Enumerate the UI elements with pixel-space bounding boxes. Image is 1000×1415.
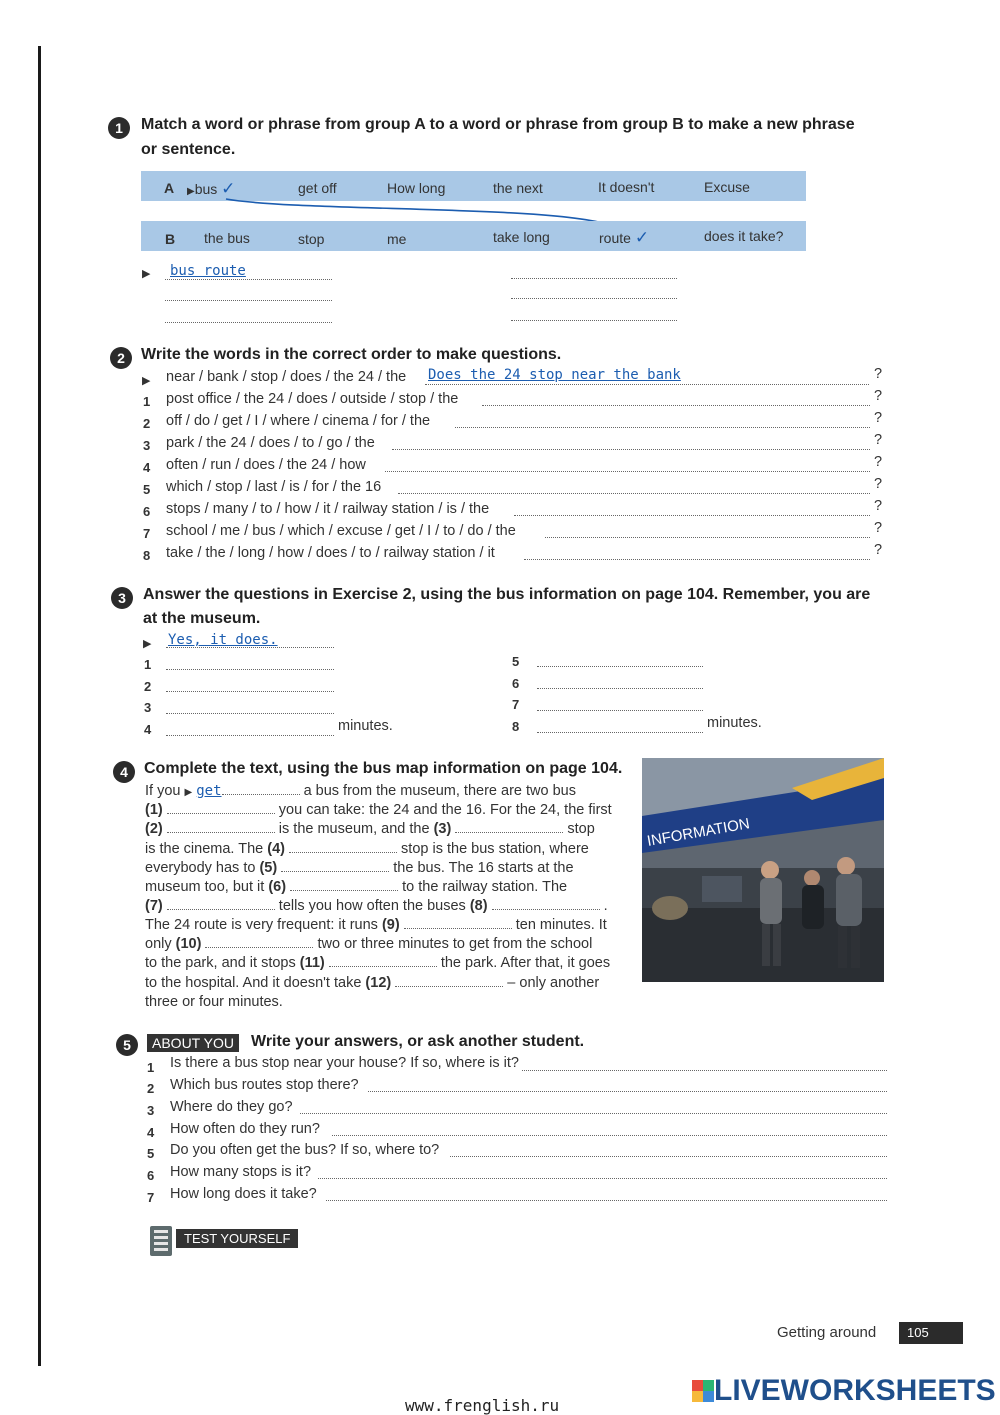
gap-line[interactable] bbox=[222, 782, 300, 795]
ex3-answer-line[interactable] bbox=[166, 669, 334, 670]
exercise-1-title: Match a word or phrase from group A to a word or phrase from group B to make a new phrase bbox=[141, 116, 855, 133]
grid-logo-icon bbox=[692, 1380, 714, 1402]
exercise-4-number: 4 bbox=[113, 761, 135, 783]
ex5-answer-line[interactable] bbox=[300, 1113, 887, 1114]
ex5-question: Do you often get the bus? If so, where to? bbox=[170, 1142, 440, 1158]
ex2-item-number: 7 bbox=[143, 526, 151, 541]
ex4-text-line-2: (1) you can take: the 24 and the 16. For the 24, the first bbox=[145, 802, 612, 818]
ex2-item-number: 3 bbox=[143, 438, 151, 453]
group-b-item-me[interactable]: me bbox=[387, 231, 407, 247]
group-b-item-does-it-take[interactable]: does it take? bbox=[704, 228, 784, 244]
ex2-answer-line[interactable] bbox=[455, 427, 870, 428]
ex5-item-number: 1 bbox=[147, 1060, 155, 1075]
ex3-answer-line[interactable] bbox=[537, 666, 703, 667]
question-mark: ? bbox=[874, 454, 883, 470]
ex1-answer-line[interactable] bbox=[511, 278, 677, 279]
ex4-text-line-10: to the park, and it stops (11) the park. After that, it goes bbox=[145, 955, 611, 971]
group-a-item-it-doesnt[interactable]: It doesn't bbox=[598, 179, 655, 195]
ex4-text-line-7: (7) tells you how often the buses (8) . bbox=[145, 898, 608, 914]
gap-7-line[interactable] bbox=[167, 897, 275, 910]
question-mark: ? bbox=[874, 542, 883, 558]
ex1-answer-line[interactable] bbox=[511, 298, 677, 299]
gap-10-line[interactable] bbox=[205, 935, 313, 948]
ex5-question: How many stops is it? bbox=[170, 1164, 312, 1180]
question-mark: ? bbox=[874, 520, 883, 536]
question-mark: ? bbox=[874, 476, 883, 492]
minutes-label: minutes. bbox=[338, 718, 393, 734]
ex3-item-number: 3 bbox=[144, 700, 152, 715]
ex4-text-line-6: museum too, but it (6) to the railway station. The bbox=[145, 879, 568, 895]
ex2-example-answer: Does the 24 stop near the bank bbox=[428, 367, 681, 383]
ex1-answer-line[interactable] bbox=[511, 320, 677, 321]
ex2-item-number: 5 bbox=[143, 482, 151, 497]
ex4-text-line-12: three or four minutes. bbox=[145, 994, 283, 1010]
group-a-item-the-next[interactable]: the next bbox=[493, 180, 543, 196]
ex2-answer-line[interactable] bbox=[545, 537, 870, 538]
group-a-item-get-off[interactable]: get off bbox=[298, 180, 337, 196]
question-mark: ? bbox=[874, 366, 883, 382]
ex4-text-line-9: only (10) two or three minutes to get from the school bbox=[145, 936, 593, 952]
question-mark: ? bbox=[874, 432, 883, 448]
ex2-prompt: park / the 24 / does / to / go / the bbox=[166, 435, 375, 451]
ex2-answer-line[interactable] bbox=[392, 449, 870, 450]
liveworksheets-logo[interactable]: LIVEWORKSHEETS bbox=[692, 1374, 996, 1408]
ex4-text-line-1: If you ▶ get a bus from the museum, there are two bus bbox=[145, 783, 576, 799]
information-sign-text: INFORMATION bbox=[645, 815, 752, 850]
ex2-answer-line[interactable] bbox=[524, 559, 870, 560]
ex3-item-number: 7 bbox=[512, 697, 520, 712]
ex4-text-line-11: to the hospital. And it doesn't take (12) – only another bbox=[145, 975, 600, 991]
exercise-3-number: 3 bbox=[111, 587, 133, 609]
about-you-badge: ABOUT YOU bbox=[147, 1034, 239, 1052]
ex2-item-number: 8 bbox=[143, 548, 151, 563]
ex5-item-number: 5 bbox=[147, 1146, 155, 1161]
gap-11-line[interactable] bbox=[329, 954, 437, 967]
ex5-item-number: 2 bbox=[147, 1081, 155, 1096]
ex2-answer-line[interactable] bbox=[482, 405, 870, 406]
exercise-2-number: 2 bbox=[110, 347, 132, 369]
ex5-item-number: 6 bbox=[147, 1168, 155, 1183]
gap-12-line[interactable] bbox=[395, 974, 503, 987]
ex2-answer-line[interactable] bbox=[385, 471, 870, 472]
test-yourself-label: TEST YOURSELF bbox=[176, 1229, 298, 1248]
gap-3-line[interactable] bbox=[455, 820, 563, 833]
question-mark: ? bbox=[874, 498, 883, 514]
ex5-answer-line[interactable] bbox=[522, 1070, 887, 1071]
ex5-answer-line[interactable] bbox=[450, 1156, 887, 1157]
ex5-answer-line[interactable] bbox=[326, 1200, 887, 1201]
source-site-text: www.frenglish.ru bbox=[405, 1396, 560, 1415]
play-arrow-icon: ▶ bbox=[187, 186, 195, 197]
ex3-item-number: 1 bbox=[144, 657, 152, 672]
ex5-answer-line[interactable] bbox=[332, 1135, 887, 1136]
ex3-item-number: 4 bbox=[144, 722, 152, 737]
ex4-text-line-4: is the cinema. The (4) stop is the bus station, where bbox=[145, 841, 589, 857]
ex1-answer-line[interactable] bbox=[165, 322, 332, 323]
group-a-item-how-long[interactable]: How long bbox=[387, 180, 446, 196]
ex3-answer-line[interactable] bbox=[537, 732, 703, 733]
ex2-answer-line[interactable] bbox=[398, 493, 870, 494]
group-b-item-take-long[interactable]: take long bbox=[493, 229, 550, 245]
ex2-item-number: 6 bbox=[143, 504, 151, 519]
gap-5-line[interactable] bbox=[281, 859, 389, 872]
ex5-question: How long does it take? bbox=[170, 1186, 317, 1202]
ex1-answer-line[interactable] bbox=[165, 300, 332, 301]
ex3-answer-line[interactable] bbox=[537, 710, 703, 711]
ex5-item-number: 3 bbox=[147, 1103, 155, 1118]
gap-9-line[interactable] bbox=[404, 916, 512, 929]
minutes-label: minutes. bbox=[707, 715, 762, 731]
group-b-label: B bbox=[165, 231, 176, 247]
exercise-4-title: Complete the text, using the bus map information on page 104. bbox=[144, 760, 623, 777]
ex5-question: How often do they run? bbox=[170, 1121, 320, 1137]
ex5-question: Which bus routes stop there? bbox=[170, 1077, 359, 1093]
group-a-item-bus[interactable]: ▶bus ✓ bbox=[187, 179, 236, 198]
ex2-prompt: take / the / long / how / does / to / railway station / it bbox=[166, 545, 495, 561]
information-desk-photo bbox=[642, 758, 884, 982]
ex3-example-answer: Yes, it does. bbox=[168, 632, 278, 648]
ex2-item-number: 4 bbox=[143, 460, 151, 475]
ex4-text-line-8: The 24 route is very frequent: it runs (9) ten minutes. It bbox=[145, 917, 607, 933]
ex5-item-number: 7 bbox=[147, 1190, 155, 1205]
ex2-prompt-example: near / bank / stop / does / the 24 / the bbox=[166, 369, 407, 385]
ex2-prompt: often / run / does / the 24 / how bbox=[166, 457, 366, 473]
exercise-2-title: Write the words in the correct order to make questions. bbox=[141, 346, 562, 363]
group-b-item-route[interactable]: route ✓ bbox=[599, 228, 650, 247]
ex3-item-number: 5 bbox=[512, 654, 520, 669]
ex2-prompt: which / stop / last / is / for / the 16 bbox=[166, 479, 382, 495]
example-arrow-icon: ▶ bbox=[143, 638, 152, 650]
group-a-item-excuse[interactable]: Excuse bbox=[704, 179, 750, 195]
ex3-item-number: 2 bbox=[144, 679, 152, 694]
ex4-text-line-3: (2) is the museum, and the (3) stop bbox=[145, 821, 595, 837]
ex1-answer-line[interactable] bbox=[165, 279, 332, 280]
ex4-text-line-5: everybody has to (5) the bus. The 16 starts at the bbox=[145, 860, 574, 876]
gap-6-line[interactable] bbox=[290, 878, 398, 891]
question-mark: ? bbox=[874, 388, 883, 404]
ex3-item-number: 8 bbox=[512, 719, 520, 734]
ex2-prompt: school / me / bus / which / excuse / get / I / to / do / the bbox=[166, 523, 516, 539]
ex3-answer-line[interactable] bbox=[166, 735, 334, 736]
ex5-answer-line[interactable] bbox=[318, 1178, 887, 1179]
group-a-label: A bbox=[164, 180, 175, 196]
exercise-5-number: 5 bbox=[116, 1034, 138, 1056]
ex3-answer-line[interactable] bbox=[166, 647, 334, 648]
ex5-answer-line[interactable] bbox=[368, 1091, 887, 1092]
page-number: 105 bbox=[899, 1322, 963, 1344]
ex2-prompt: off / do / get / I / where / cinema / for / the bbox=[166, 413, 431, 429]
ex3-answer-line[interactable] bbox=[166, 691, 334, 692]
question-mark: ? bbox=[874, 410, 883, 426]
ex4-example-answer: get bbox=[196, 783, 222, 799]
example-arrow-icon: ▶ bbox=[184, 787, 193, 798]
ex3-item-number: 6 bbox=[512, 676, 520, 691]
ex2-item-number: 2 bbox=[143, 416, 151, 431]
exercise-1-number: 1 bbox=[108, 117, 130, 139]
ex2-answer-line[interactable] bbox=[425, 384, 869, 385]
example-arrow-icon: ▶ bbox=[142, 268, 151, 280]
exercise-3-title-cont: at the museum. bbox=[143, 610, 261, 627]
ex1-example-answer: bus route bbox=[170, 263, 246, 279]
ex2-prompt: post office / the 24 / does / outside / stop / the bbox=[166, 391, 459, 407]
ex3-answer-line[interactable] bbox=[166, 713, 334, 714]
section-name: Getting around bbox=[777, 1324, 877, 1341]
ex5-question: Where do they go? bbox=[170, 1099, 293, 1115]
gap-1-line[interactable] bbox=[167, 801, 275, 814]
ex3-answer-line[interactable] bbox=[537, 688, 703, 689]
exercise-5-title: Write your answers, or ask another student. bbox=[251, 1033, 585, 1050]
ex5-item-number: 4 bbox=[147, 1125, 155, 1140]
ex2-item-number: 1 bbox=[143, 394, 151, 409]
ex2-answer-line[interactable] bbox=[514, 515, 870, 516]
check-icon: ✓ bbox=[634, 228, 650, 247]
check-icon: ✓ bbox=[221, 179, 236, 198]
gap-8-line[interactable] bbox=[492, 897, 600, 910]
exercise-1-title-cont: or sentence. bbox=[141, 141, 236, 158]
exercise-3-title: Answer the questions in Exercise 2, using the bus information on page 104. Remember, you are bbox=[143, 586, 871, 603]
group-b-item-the-bus[interactable]: the bus bbox=[204, 230, 250, 246]
gap-4-line[interactable] bbox=[289, 840, 397, 853]
gap-2-line[interactable] bbox=[167, 820, 275, 833]
ex2-prompt: stops / many / to / how / it / railway station / is / the bbox=[166, 501, 490, 517]
example-arrow-icon: ▶ bbox=[142, 375, 151, 387]
ex5-question: Is there a bus stop near your house? If so, where is it? bbox=[170, 1055, 519, 1071]
group-b-item-stop[interactable]: stop bbox=[298, 231, 325, 247]
